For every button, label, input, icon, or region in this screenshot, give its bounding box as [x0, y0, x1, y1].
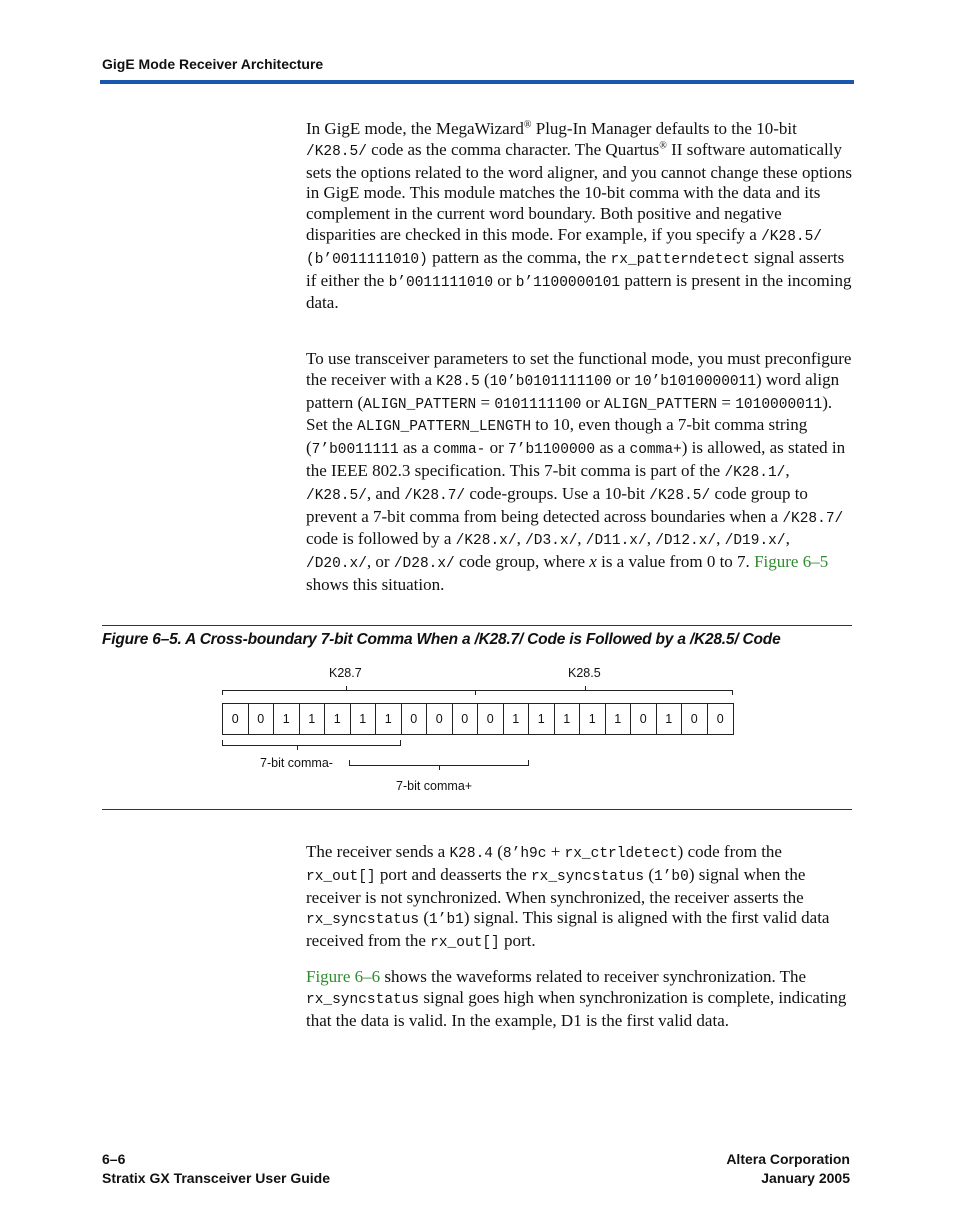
text: or [581, 392, 605, 412]
code: 1’b1 [429, 912, 464, 929]
text: code-groups. Use a 10-bit [465, 483, 650, 503]
code: rx_out[] [306, 868, 376, 885]
text: = [476, 392, 495, 412]
text: port. [499, 931, 536, 951]
code: 7’b0011111 [311, 442, 399, 459]
bracket-k28-5 [475, 686, 733, 694]
code: ALIGN_PATTERN [604, 396, 718, 413]
code: 10’b1010000011 [634, 373, 757, 390]
bit-cell: 1 [529, 704, 555, 734]
text: as a [398, 438, 434, 458]
footer-right [726, 1150, 850, 1188]
paragraph-receiver-sync [306, 842, 854, 954]
code: K28.4 [449, 846, 493, 862]
paragraph-waveforms [306, 967, 854, 1031]
page-number: 6–6 [102, 1151, 126, 1167]
bit-cell: 0 [402, 704, 428, 734]
text: code as the comma character. The Quartus [366, 139, 660, 159]
code: rx_syncstatus [306, 912, 420, 929]
text: , [716, 529, 725, 549]
code: /K28.5/ (b’0011111010) [306, 228, 823, 268]
bracket-comma-minus [222, 740, 401, 750]
header-rule [100, 80, 854, 84]
text: shows this situation. [306, 574, 445, 594]
bit-cell: 0 [223, 704, 249, 734]
code: rx_out[] [430, 935, 500, 952]
code: /D19.x/ [724, 533, 786, 550]
text: pattern is present in the incoming data. [306, 270, 852, 313]
bit-cell: 0 [682, 704, 708, 734]
code: 0101111100 [494, 396, 582, 413]
bit-sequence [222, 703, 734, 735]
bit-cell: 0 [453, 704, 479, 734]
bit-cell: 1 [580, 704, 606, 734]
label-k28-5: K28.5 [568, 666, 601, 680]
bit-cell: 1 [274, 704, 300, 734]
code: rx_patterndetect [610, 251, 750, 268]
code: 1’b0 [654, 868, 689, 885]
code: comma+ [629, 442, 682, 459]
text: signal asserts if either the [306, 247, 845, 290]
bit-cell: 0 [427, 704, 453, 734]
text: is a value from 0 to 7. [596, 552, 755, 572]
text: , and [366, 483, 405, 503]
bit-cell: 1 [376, 704, 402, 734]
text: signal goes high when synchronization is complete, indicating that the data is valid. In the example, D1 is the first valid data. [306, 987, 847, 1030]
code: rx_syncstatus [530, 868, 645, 885]
bit-cell: 1 [325, 704, 351, 734]
code: rx_syncstatus [306, 991, 420, 1008]
text: ( [479, 369, 490, 389]
figure-6-5-link[interactable]: Figure 6–5 [754, 552, 829, 572]
code: ALIGN_PATTERN_LENGTH [357, 419, 532, 436]
company-name: Altera Corporation [726, 1151, 850, 1167]
text: shows the waveforms related to receiver synchronization. The [380, 967, 807, 986]
text: ( [644, 864, 654, 884]
bracket-comma-plus [349, 760, 529, 770]
text: ) signal. This signal is aligned with the first valid data received from the [306, 908, 830, 951]
footer-left [102, 1150, 330, 1188]
text: ( [493, 842, 503, 861]
code: /D20.x/ [306, 556, 367, 573]
text: , or [366, 552, 394, 572]
text: port and deasserts the [375, 864, 531, 884]
registered-mark: ® [523, 119, 532, 131]
code: 8’h9c [502, 846, 547, 862]
code: K28.5 [436, 373, 480, 390]
label-7-bit-comma-plus: 7-bit comma+ [396, 779, 473, 793]
text: , [516, 529, 526, 549]
bit-cell: 1 [657, 704, 683, 734]
code: /K28.7/ [782, 510, 844, 527]
text: code group, where [454, 552, 590, 572]
paragraph-gige-comma [306, 119, 854, 314]
text: as a [595, 438, 630, 458]
figure-top-rule [102, 625, 852, 626]
code: /K28.7/ [404, 487, 466, 504]
text: Plug-In Manager defaults to the 10-bit [531, 119, 797, 138]
text: to 10, even though a 7-bit comma string ( [306, 415, 808, 458]
code: /D3.x/ [525, 533, 578, 550]
bit-cell: 0 [631, 704, 657, 734]
text: code is followed by a [306, 529, 456, 549]
code: comma- [433, 442, 486, 459]
code: rx_ctrldetect [564, 846, 678, 862]
text: ) code from the [677, 842, 782, 861]
figure-bottom-rule [102, 809, 852, 810]
text: ). Set the [306, 392, 833, 435]
text: To use transceiver parameters to set the functional mode, you must preconfigure the receiver with a [306, 349, 852, 389]
text: pattern as the comma, the [427, 247, 611, 267]
publication-date: January 2005 [761, 1170, 850, 1186]
label-7-bit-comma-minus: 7-bit comma- [260, 756, 333, 770]
bit-cell: 0 [716, 712, 724, 726]
text: ) signal when the receiver is not synchronized. When synchronized, the receiver asserts the [306, 864, 806, 907]
bit-cell: 1 [351, 704, 377, 734]
paragraph-transceiver-parameters [306, 349, 854, 596]
text: ) is allowed, as stated in the IEEE 802.3 specification. This 7-bit comma is part of the [306, 438, 846, 480]
code: /D11.x/ [585, 533, 647, 550]
text: + [546, 842, 565, 861]
code: /K28.5/ [649, 487, 711, 504]
code: ALIGN_PATTERN [363, 396, 477, 413]
text: , [785, 460, 790, 480]
text: In GigE mode, the MegaWizard [306, 119, 524, 138]
running-header-title: GigE Mode Receiver Architecture [102, 56, 324, 72]
figure-caption: Figure 6–5. A Cross-boundary 7-bit Comma When a /K28.7/ Code is Followed by a /K28.5/ Code [102, 631, 781, 648]
code: /K28.5/ [306, 143, 367, 160]
code: /K28.5/ [306, 487, 367, 504]
text: II software automatically sets the options related to the word aligner, and you cannot change these options in GigE mode. This module matches the 10-bit comma with the data and its complement in the current word boundary. Both positive and negative disparities are checked in this mode. For example, if you specify a [306, 139, 853, 244]
bit-cell: 1 [504, 704, 530, 734]
bit-cell: 0 [478, 704, 504, 734]
variable: x [589, 552, 597, 572]
code: /K28.x/ [455, 533, 517, 550]
code: /D12.x/ [655, 533, 717, 550]
code: b’1100000101 [515, 274, 621, 291]
text: = [717, 392, 736, 412]
code: /D28.x/ [393, 556, 455, 573]
code: 1010000011 [735, 396, 823, 413]
code: 10’b0101111100 [489, 373, 612, 390]
text: , [577, 529, 586, 549]
text: , [646, 529, 656, 549]
book-title: Stratix GX Transceiver User Guide [102, 1170, 330, 1186]
text: ( [419, 908, 430, 928]
code: 7’b1100000 [508, 442, 596, 459]
text: or [493, 270, 516, 290]
bit-cell: 0 [249, 704, 275, 734]
text: or [611, 369, 635, 389]
bit-cell: 1 [606, 704, 632, 734]
label-k28-7: K28.7 [329, 666, 362, 680]
bit-cell: 1 [555, 704, 581, 734]
code: b’0011111010 [388, 274, 494, 291]
registered-mark: ® [659, 140, 667, 152]
text: code group to prevent a 7-bit comma from being detected across boundaries when a [306, 483, 808, 526]
text: or [485, 438, 509, 458]
text: ) word align pattern ( [306, 369, 840, 412]
code: /K28.1/ [724, 464, 786, 481]
bit-cell: 1 [300, 704, 326, 734]
figure-6-6-link[interactable]: Figure 6–6 [306, 967, 381, 986]
text: The receiver sends a [306, 842, 450, 861]
text: , [785, 529, 790, 549]
bracket-k28-7 [222, 686, 476, 694]
